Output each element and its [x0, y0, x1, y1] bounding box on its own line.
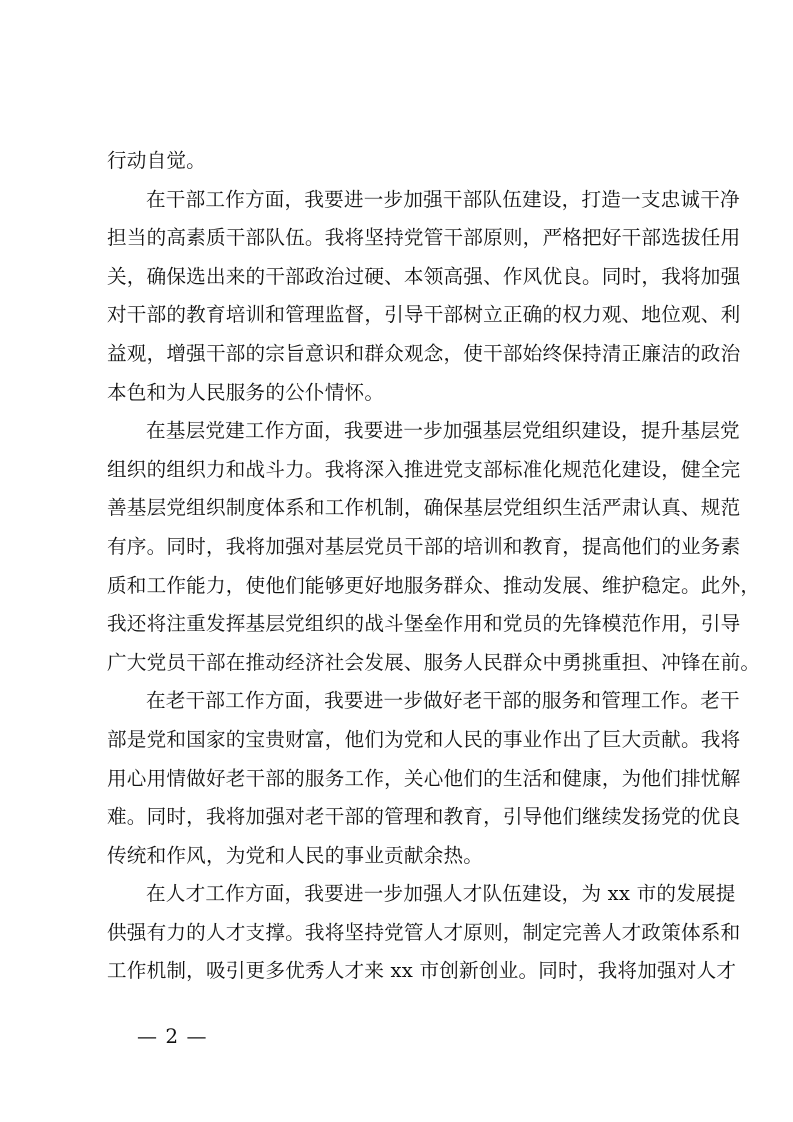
body-text [107, 142, 761, 991]
text-line: 工作机制，吸引更多优秀人才来 xx 市创新创业。同时，我将加强对人才 [107, 959, 737, 983]
text-line: 广大党员干部在推动经济社会发展、服务人民群众中勇挑重担、冲锋在前。 [107, 650, 761, 674]
text-line: 传统和作风，为党和人民的事业贡献余热。 [107, 843, 484, 867]
text-line: 用心用情做好老干部的服务工作，关心他们的生活和健康，为他们排忧解 [107, 766, 741, 790]
text-line: 关，确保选出来的干部政治过硬、本领高强、作风优良。同时，我将加强 [107, 264, 741, 288]
text-line: 难。同时，我将加强对老干部的管理和教育，引导他们继续发扬党的优良 [107, 805, 741, 829]
text-line: 组织的组织力和战斗力。我将深入推进党支部标准化规范化建设，健全完 [107, 457, 741, 481]
text-line: 担当的高素质干部队伍。我将坚持党管干部原则，严格把好干部选拔任用 [107, 226, 741, 250]
text-line: 供强有力的人才支撑。我将坚持党管人才原则，制定完善人才政策体系和 [107, 920, 741, 944]
paragraph-talent-line-1: 在人才工作方面，我要进一步加强人才队伍建设，为 xx 市的发展提 [146, 882, 736, 906]
text-line: 对干部的教育培训和管理监督，引导干部树立正确的权力观、地位观、利 [107, 303, 741, 327]
text-line: 部是党和国家的宝贵财富，他们为党和人民的事业作出了巨大贡献。我将 [107, 727, 741, 751]
paragraph-grassroots-line-1: 在基层党建工作方面，我要进一步加强基层党组织建设，提升基层党 [146, 419, 740, 443]
text-line: 行动自觉。 [107, 149, 206, 172]
text-line: 有序。同时，我将加强对基层党员干部的培训和教育，提高他们的业务素 [107, 534, 741, 558]
text-line: 质和工作能力，使他们能够更好地服务群众、推动发展、维护稳定。此外， [107, 573, 761, 597]
paragraph-veteran-cadre-line-1: 在老干部工作方面，我要进一步做好老干部的服务和管理工作。老干 [146, 689, 740, 713]
page-number: — 2 — [137, 1024, 208, 1048]
text-line: 本色和为人民服务的公仆情怀。 [107, 380, 385, 404]
text-line: 我还将注重发挥基层党组织的战斗堡垒作用和党员的先锋模范作用，引导 [107, 612, 741, 636]
paragraph-cadre-work-line-1: 在干部工作方面，我要进一步加强干部队伍建设，打造一支忠诚干净 [146, 187, 740, 211]
text-line: 善基层党组织制度体系和工作机制，确保基层党组织生活严肃认真、规范 [107, 496, 741, 520]
text-line: 益观，增强干部的宗旨意识和群众观念，使干部始终保持清正廉洁的政治 [107, 341, 741, 365]
